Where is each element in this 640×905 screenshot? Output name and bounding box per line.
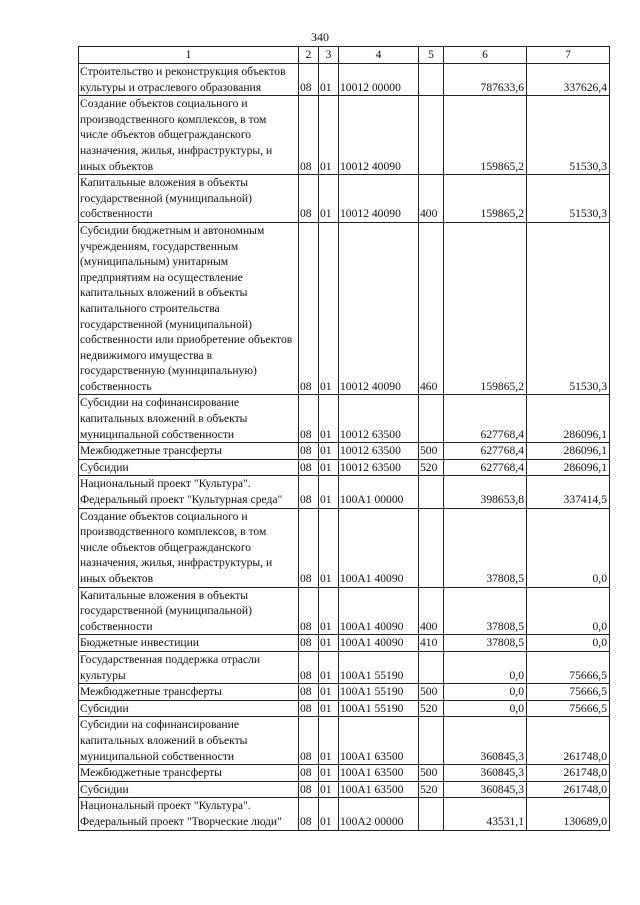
table-row [79, 443, 610, 460]
row-subsection: 01 [319, 798, 339, 830]
row-target-article: 100А1 40090 [339, 635, 419, 652]
row-subsection: 01 [319, 476, 339, 508]
row-amount-year2: 51530,3 [527, 175, 610, 223]
row-name: Субсидии на софинансирование капитальных вложений в объекты муниципальной собственности [79, 395, 299, 443]
row-amount-year2: 51530,3 [527, 96, 610, 175]
row-subsection: 01 [319, 508, 339, 587]
header-cell-2: 2 [299, 47, 319, 64]
row-subsection: 01 [319, 587, 339, 635]
row-name: Бюджетные инвестиции [79, 635, 299, 652]
row-amount-year1: 159865,2 [444, 96, 527, 175]
row-name: Субсидии бюджетным и автономным учреждениям, государственным (муниципальным) унитарным предприятиям на осуществление капитальных вложений в объекты капитального строительства государственной (муниципальной) собственности или приобретение объектов недвижимого имущества в государственную (муниципальную) собственность [79, 222, 299, 395]
row-expense-type [419, 476, 444, 508]
row-expense-type: 520 [419, 700, 444, 717]
row-subsection: 01 [319, 395, 339, 443]
row-amount-year1: 627768,4 [444, 395, 527, 443]
row-target-article: 100А2 00000 [339, 798, 419, 830]
table-row [79, 684, 610, 701]
row-amount-year2: 261748,0 [527, 765, 610, 782]
row-amount-year1: 159865,2 [444, 175, 527, 223]
table-row [79, 587, 610, 635]
row-target-article: 10012 40090 [339, 222, 419, 395]
row-section: 08 [299, 476, 319, 508]
row-section: 08 [299, 175, 319, 223]
row-name: Субсидии на софинансирование капитальных вложений в объекты муниципальной собственности [79, 717, 299, 765]
row-subsection: 01 [319, 651, 339, 683]
row-amount-year2: 130689,0 [527, 798, 610, 830]
row-amount-year2: 286096,1 [527, 443, 610, 460]
row-section: 08 [299, 587, 319, 635]
row-amount-year2: 75666,5 [527, 651, 610, 683]
row-subsection: 01 [319, 635, 339, 652]
row-expense-type: 410 [419, 635, 444, 652]
row-name: Межбюджетные трансферты [79, 443, 299, 460]
header-cell-6: 6 [444, 47, 527, 64]
row-subsection: 01 [319, 700, 339, 717]
table-row [79, 395, 610, 443]
table-row [79, 64, 610, 96]
row-name: Субсидии [79, 781, 299, 798]
row-expense-type: 400 [419, 175, 444, 223]
budget-table [78, 46, 610, 831]
row-amount-year1: 398653,8 [444, 476, 527, 508]
table-row [79, 651, 610, 683]
row-expense-type: 500 [419, 684, 444, 701]
row-expense-type [419, 96, 444, 175]
row-section: 08 [299, 651, 319, 683]
row-subsection: 01 [319, 717, 339, 765]
row-target-article: 10012 00000 [339, 64, 419, 96]
row-name: Строительство и реконструкция объектов культуры и отраслевого образования [79, 64, 299, 96]
row-amount-year1: 627768,4 [444, 459, 527, 476]
row-amount-year1: 159865,2 [444, 222, 527, 395]
row-name: Национальный проект "Культура". Федеральный проект "Культурная среда" [79, 476, 299, 508]
header-cell-7: 7 [527, 47, 610, 64]
row-target-article: 100А1 63500 [339, 781, 419, 798]
row-amount-year2: 75666,5 [527, 700, 610, 717]
table-row [79, 700, 610, 717]
row-expense-type: 460 [419, 222, 444, 395]
row-subsection: 01 [319, 684, 339, 701]
row-amount-year2: 261748,0 [527, 781, 610, 798]
row-amount-year2: 0,0 [527, 635, 610, 652]
row-expense-type: 520 [419, 781, 444, 798]
row-subsection: 01 [319, 443, 339, 460]
row-amount-year2: 261748,0 [527, 717, 610, 765]
table-row [79, 222, 610, 395]
row-amount-year1: 37808,5 [444, 635, 527, 652]
row-expense-type: 400 [419, 587, 444, 635]
row-expense-type [419, 64, 444, 96]
row-name: Межбюджетные трансферты [79, 684, 299, 701]
row-section: 08 [299, 635, 319, 652]
row-expense-type [419, 651, 444, 683]
row-target-article: 100А1 63500 [339, 765, 419, 782]
row-subsection: 01 [319, 64, 339, 96]
row-name: Субсидии [79, 459, 299, 476]
table-row [79, 765, 610, 782]
row-name: Государственная поддержка отрасли культуры [79, 651, 299, 683]
table-row [79, 508, 610, 587]
row-section: 08 [299, 781, 319, 798]
table-row [79, 459, 610, 476]
row-expense-type: 500 [419, 765, 444, 782]
row-target-article: 100А1 55190 [339, 651, 419, 683]
table-row [79, 781, 610, 798]
row-name: Межбюджетные трансферты [79, 765, 299, 782]
header-cell-4: 4 [339, 47, 419, 64]
header-cell-5: 5 [419, 47, 444, 64]
row-expense-type [419, 798, 444, 830]
header-cell-1: 1 [79, 47, 299, 64]
row-name: Национальный проект "Культура". Федеральный проект "Творческие люди" [79, 798, 299, 830]
row-target-article: 10012 63500 [339, 443, 419, 460]
row-expense-type: 520 [419, 459, 444, 476]
row-target-article: 10012 63500 [339, 395, 419, 443]
row-section: 08 [299, 395, 319, 443]
row-section: 08 [299, 798, 319, 830]
row-expense-type: 500 [419, 443, 444, 460]
table-row [79, 96, 610, 175]
row-amount-year2: 0,0 [527, 587, 610, 635]
table-row [79, 635, 610, 652]
budget-table-body [79, 47, 610, 831]
row-amount-year1: 0,0 [444, 651, 527, 683]
row-subsection: 01 [319, 781, 339, 798]
row-amount-year2: 337626,4 [527, 64, 610, 96]
row-name: Капитальные вложения в объекты государственной (муниципальной) собственности [79, 175, 299, 223]
row-target-article: 10012 40090 [339, 96, 419, 175]
row-amount-year1: 787633,6 [444, 64, 527, 96]
row-amount-year1: 43531,1 [444, 798, 527, 830]
row-amount-year1: 37808,5 [444, 587, 527, 635]
row-section: 08 [299, 64, 319, 96]
row-target-article: 100А1 40090 [339, 587, 419, 635]
row-amount-year1: 360845,3 [444, 717, 527, 765]
header-row [79, 47, 610, 64]
header-cell-3: 3 [319, 47, 339, 64]
row-expense-type [419, 717, 444, 765]
row-section: 08 [299, 443, 319, 460]
table-row [79, 476, 610, 508]
row-amount-year2: 286096,1 [527, 459, 610, 476]
row-name: Создание объектов социального и производственного комплексов, в том числе объектов общегражданского назначения, жилья, инфраструктуры, и иных объектов [79, 96, 299, 175]
table-row [79, 175, 610, 223]
row-target-article: 100А1 55190 [339, 700, 419, 717]
row-amount-year2: 286096,1 [527, 395, 610, 443]
row-name: Субсидии [79, 700, 299, 717]
table-row [79, 798, 610, 830]
row-amount-year1: 627768,4 [444, 443, 527, 460]
row-section: 08 [299, 765, 319, 782]
row-amount-year1: 360845,3 [444, 781, 527, 798]
row-section: 08 [299, 700, 319, 717]
row-amount-year1: 37808,5 [444, 508, 527, 587]
row-amount-year2: 51530,3 [527, 222, 610, 395]
row-name: Создание объектов социального и производственного комплексов, в том числе объектов общегражданского назначения, жилья, инфраструктуры, и иных объектов [79, 508, 299, 587]
row-subsection: 01 [319, 175, 339, 223]
row-name: Капитальные вложения в объекты государственной (муниципальной) собственности [79, 587, 299, 635]
row-section: 08 [299, 508, 319, 587]
row-amount-year1: 0,0 [444, 700, 527, 717]
row-amount-year2: 337414,5 [527, 476, 610, 508]
row-target-article: 10012 40090 [339, 175, 419, 223]
row-amount-year1: 0,0 [444, 684, 527, 701]
row-amount-year2: 75666,5 [527, 684, 610, 701]
row-section: 08 [299, 459, 319, 476]
row-target-article: 100А1 00000 [339, 476, 419, 508]
row-subsection: 01 [319, 222, 339, 395]
row-target-article: 100А1 63500 [339, 717, 419, 765]
row-subsection: 01 [319, 96, 339, 175]
row-section: 08 [299, 717, 319, 765]
page-number: 340 [311, 30, 329, 44]
row-target-article: 100А1 40090 [339, 508, 419, 587]
table-row [79, 717, 610, 765]
row-subsection: 01 [319, 765, 339, 782]
row-section: 08 [299, 222, 319, 395]
row-target-article: 10012 63500 [339, 459, 419, 476]
row-section: 08 [299, 96, 319, 175]
row-target-article: 100А1 55190 [339, 684, 419, 701]
row-amount-year1: 360845,3 [444, 765, 527, 782]
row-subsection: 01 [319, 459, 339, 476]
row-section: 08 [299, 684, 319, 701]
row-amount-year2: 0,0 [527, 508, 610, 587]
row-expense-type [419, 508, 444, 587]
row-expense-type [419, 395, 444, 443]
